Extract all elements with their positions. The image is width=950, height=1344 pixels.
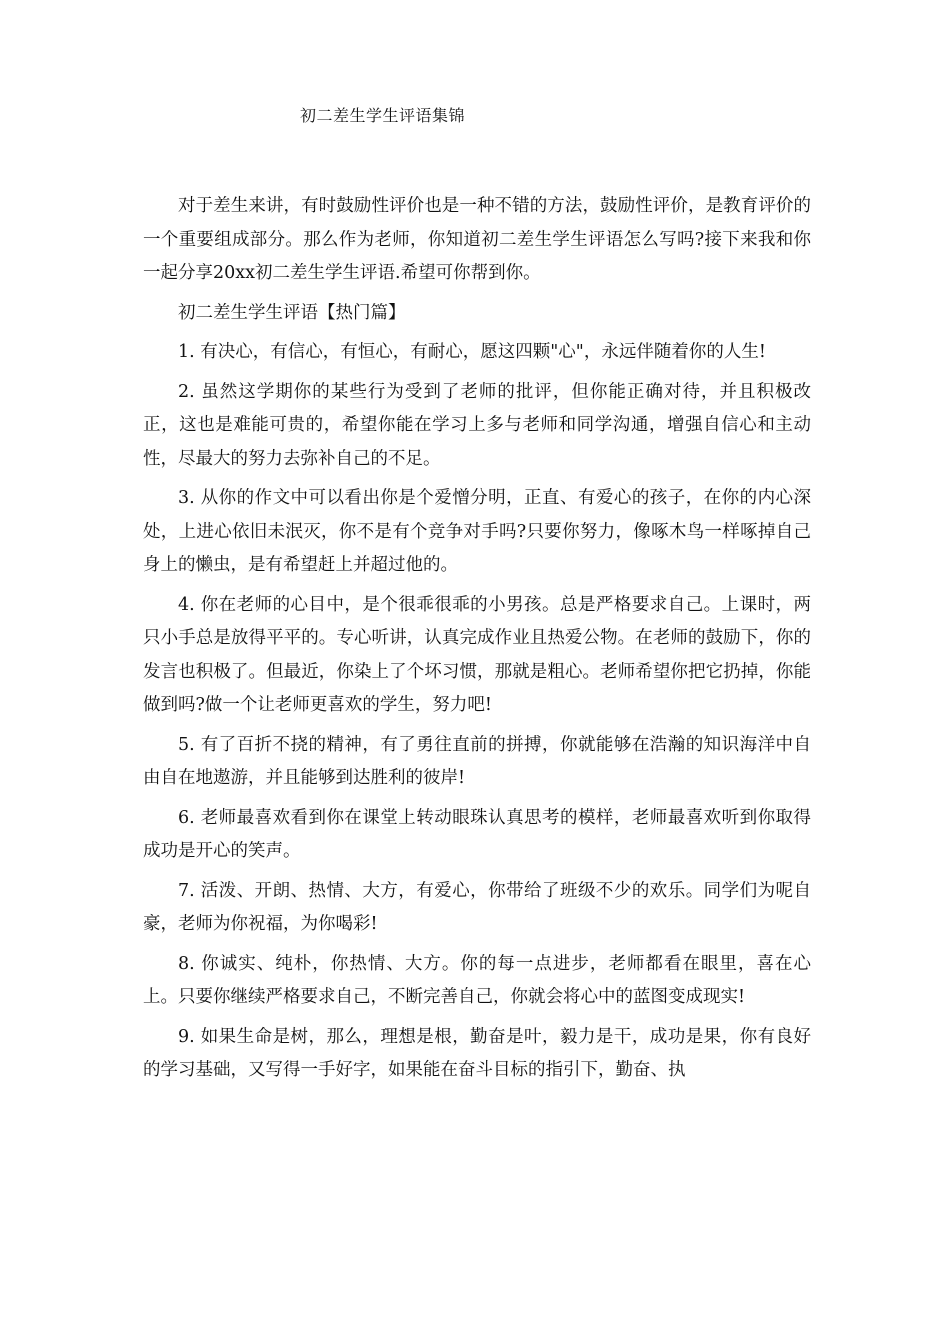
comment-item-8: 8. 你诚实、纯朴，你热情、大方。你的每一点进步，老师都看在眼里，喜在心上。只要你继续严格要求自己，不断完善自己，你就会将心中的蓝图变成现实! bbox=[143, 953, 811, 1007]
section-heading: 初二差生学生评语【热门篇】 bbox=[178, 302, 406, 323]
comment-item-5: 5. 有了百折不挠的精神，有了勇往直前的拼搏，你就能够在浩瀚的知识海洋中自由自在地遨游，并且能够到达胜利的彼岸! bbox=[143, 734, 811, 788]
document-title: 初二差生学生评语集锦 bbox=[300, 106, 466, 125]
comment-item-7: 7. 活泼、开朗、热情、大方，有爱心，你带给了班级不少的欢乐。同学们为呢自豪，老师为你祝福，为你喝彩! bbox=[143, 880, 811, 934]
comment-item-1: 1. 有决心，有信心，有恒心，有耐心，愿这四颗"心"，永远伴随着你的人生! bbox=[178, 342, 766, 362]
comment-item-6: 6. 老师最喜欢看到你在课堂上转动眼珠认真思考的模样，老师最喜欢听到你取得成功是开心的笑声。 bbox=[143, 807, 811, 861]
document-body bbox=[143, 190, 811, 1094]
intro-paragraph: 对于差生来讲，有时鼓励性评价也是一种不错的方法，鼓励性评价，是教育评价的一个重要组成部分。那么作为老师，你知道初二差生学生评语怎么写吗?接下来我和你一起分享20xx初二差生学生评语.希望可你帮到你。 bbox=[143, 196, 811, 283]
comment-item-9: 9. 如果生命是树，那么，理想是根，勤奋是叶，毅力是干，成功是果，你有良好的学习基础，又写得一手好字，如果能在奋斗目标的指引下，勤奋、执 bbox=[143, 1026, 811, 1080]
comment-item-4: 4. 你在老师的心目中，是个很乖很乖的小男孩。总是严格要求自己。上课时，两只小手总是放得平平的。专心听讲，认真完成作业且热爱公物。在老师的鼓励下，你的发言也积极了。但最近，你染上了个坏习惯，那就是粗心。老师希望你把它扔掉，你能做到吗?做一个让老师更喜欢的学生，努力吧! bbox=[143, 594, 811, 715]
comment-item-2: 2. 虽然这学期你的某些行为受到了老师的批评，但你能正确对待，并且积极改正，这也是难能可贵的，希望你能在学习上多与老师和同学沟通，增强自信心和主动性，尽最大的努力去弥补自己的不足。 bbox=[143, 381, 811, 469]
comment-item-3: 3. 从你的作文中可以看出你是个爱憎分明，正直、有爱心的孩子，在你的内心深处，上进心依旧未泯灭，你不是有个竞争对手吗?只要你努力，像啄木鸟一样啄掉自己身上的懒虫，是有希望赶上并超过他的。 bbox=[143, 488, 811, 575]
